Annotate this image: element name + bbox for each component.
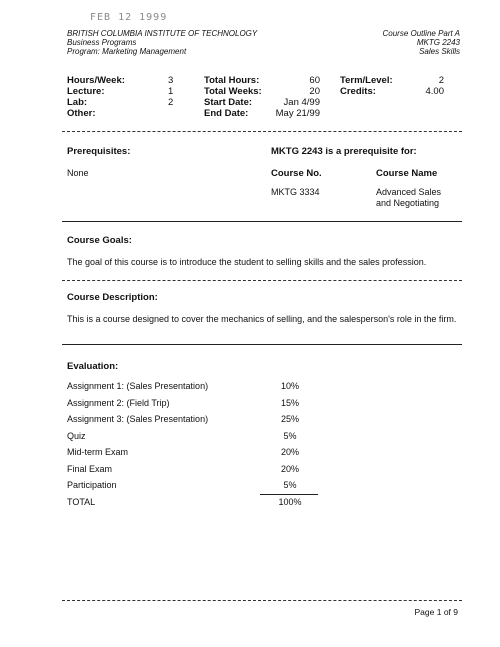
- evaluation-total-value: 100%: [278, 497, 302, 507]
- lecture-label: Lecture:: [67, 86, 105, 97]
- evaluation-item-weight: 5%: [283, 431, 297, 441]
- total-weeks-value: 20: [309, 86, 320, 97]
- lab-value: 2: [168, 97, 174, 108]
- term-label: Term/Level:: [340, 75, 393, 86]
- evaluation-item-weight: 20%: [280, 447, 299, 457]
- course-no-header: Course No.: [271, 168, 322, 179]
- evaluation-item-weight: 20%: [280, 464, 299, 474]
- evaluation-item-weight: 25%: [280, 414, 299, 424]
- prerequisite-for-label: MKTG 2243 is a prerequisite for:: [271, 146, 417, 157]
- evaluation-item-name: Participation: [67, 480, 117, 490]
- outline-part: Course Outline Part A: [382, 29, 460, 38]
- end-date-label: End Date:: [204, 108, 249, 119]
- course-code: MKTG 2243: [416, 38, 460, 47]
- term-value: 2: [438, 75, 444, 86]
- evaluation-item-name: Assignment 3: (Sales Presentation): [67, 414, 209, 424]
- start-date-value: Jan 4/99: [283, 97, 320, 108]
- end-date-value: May 21/99: [275, 108, 320, 119]
- divider: [62, 280, 462, 281]
- credits-value: 4.00: [425, 86, 444, 97]
- credits-label: Credits:: [340, 86, 376, 97]
- evaluation-item-weight: 10%: [280, 381, 299, 391]
- lecture-value: 1: [168, 86, 174, 97]
- evaluation-item-name: Assignment 2: (Field Trip): [67, 398, 170, 408]
- total-hours-value: 60: [309, 75, 320, 86]
- hours-week-value: 3: [168, 75, 174, 86]
- other-label: Other:: [67, 108, 96, 119]
- total-underline: [260, 494, 318, 495]
- lab-label: Lab:: [67, 97, 88, 108]
- division-name: Business Programs: [67, 38, 137, 47]
- evaluation-item-weight: 15%: [280, 398, 299, 408]
- prereq-course-no: MKTG 3334: [271, 187, 320, 197]
- evaluation-item-name: Mid-term Exam: [67, 447, 129, 457]
- prerequisites-label: Prerequisites:: [67, 146, 131, 157]
- course-title: Sales Skills: [419, 47, 460, 56]
- divider: [62, 221, 462, 222]
- prerequisites-value: None: [67, 168, 89, 178]
- course-description-label: Course Description:: [67, 292, 158, 303]
- evaluation-label: Evaluation:: [67, 361, 119, 372]
- evaluation-item-name: Assignment 1: (Sales Presentation): [67, 381, 209, 391]
- divider: [62, 344, 462, 345]
- divider: [62, 131, 462, 132]
- course-name-header: Course Name: [376, 168, 438, 179]
- evaluation-total-label: TOTAL: [67, 497, 96, 507]
- footer-divider: [62, 600, 462, 601]
- total-weeks-label: Total Weeks:: [204, 86, 262, 97]
- page-number: Page 1 of 9: [414, 607, 458, 617]
- institution-name: BRITISH COLUMBIA INSTITUTE OF TECHNOLOGY: [67, 29, 258, 38]
- course-description-text: This is a course designed to cover the mechanics of selling, and the salesperson's role in the firm.: [67, 314, 457, 324]
- evaluation-item-weight: 5%: [283, 480, 297, 490]
- hours-week-label: Hours/Week:: [67, 75, 125, 86]
- date-stamp: FEB 12 1999: [90, 12, 168, 23]
- prereq-course-name: Advanced Sales and Negotiating: [376, 187, 442, 208]
- evaluation-item-name: Final Exam: [67, 464, 113, 474]
- course-goals-label: Course Goals:: [67, 235, 132, 246]
- evaluation-item-name: Quiz: [67, 431, 86, 441]
- total-hours-label: Total Hours:: [204, 75, 260, 86]
- course-goals-text: The goal of this course is to introduce the student to selling skills and the sales profession.: [67, 257, 427, 267]
- start-date-label: Start Date:: [204, 97, 253, 108]
- program-name: Program: Marketing Management: [67, 47, 187, 56]
